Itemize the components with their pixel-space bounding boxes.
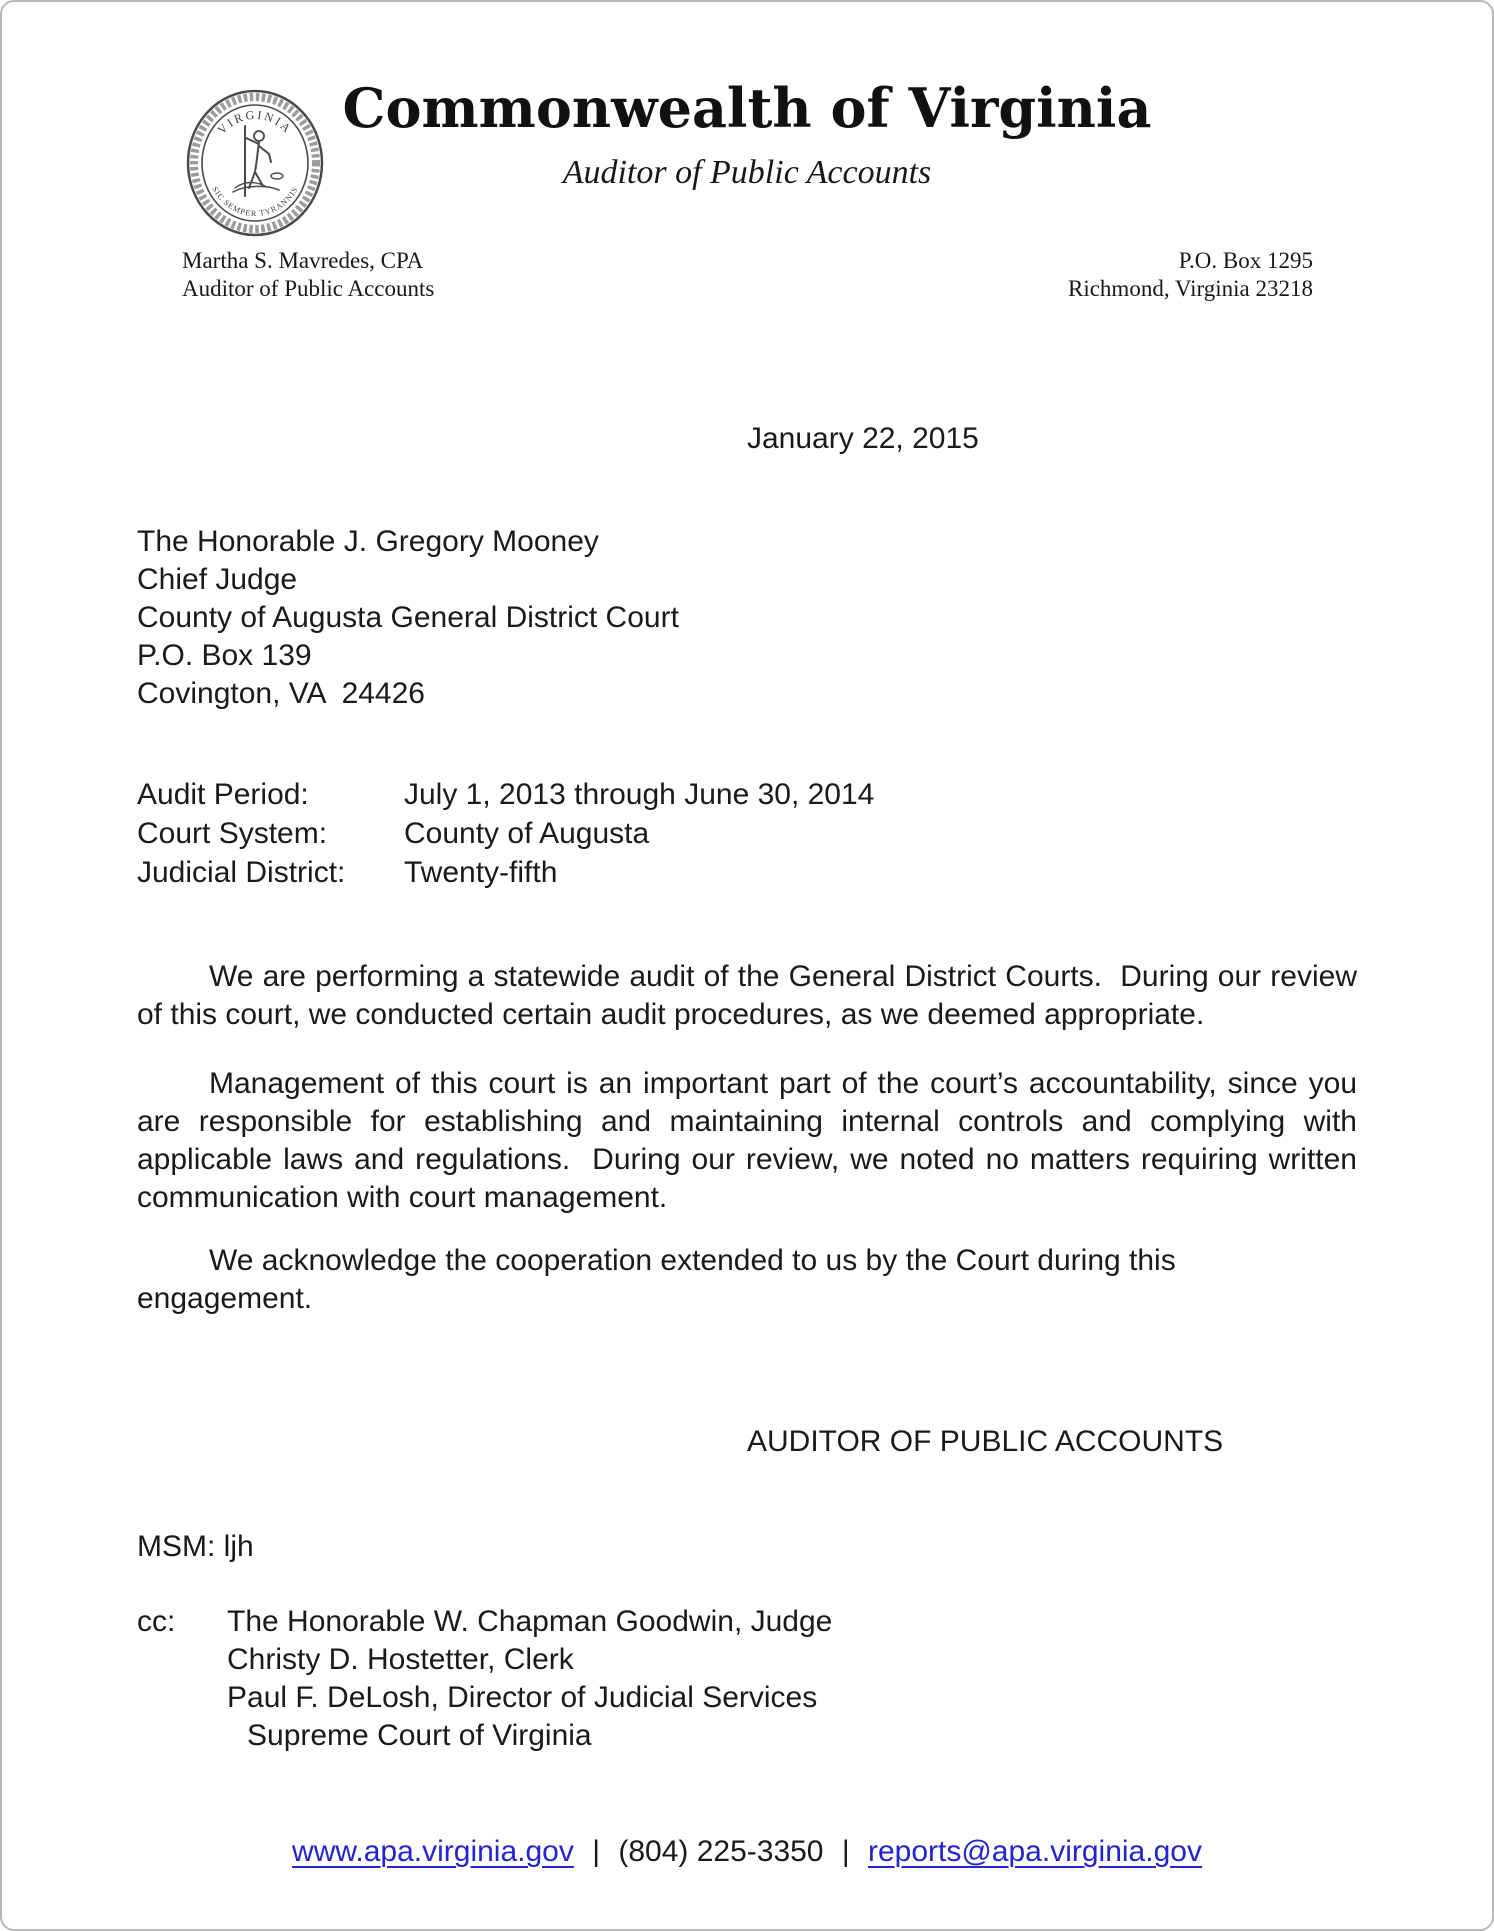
cc-block <box>137 1603 1357 1755</box>
email-link[interactable]: reports@apa.virginia.gov <box>867 1835 1202 1868</box>
letterhead <box>137 60 1357 305</box>
court-system-label: Court System: <box>137 817 328 850</box>
footer-contact-bar <box>137 1833 1357 1871</box>
letterhead-auditor-name-block <box>182 247 434 303</box>
recipient-title: Chief Judge <box>137 563 298 596</box>
cc-clerk: Christy D. Hostetter, Clerk <box>227 1643 574 1676</box>
letterhead-subtitle: Auditor of Public Accounts <box>562 154 932 191</box>
recipient-po-box: P.O. Box 139 <box>137 639 312 672</box>
paragraph-acknowledgement: We acknowledge the cooperation extended to us by the Court during this engagement. <box>137 1244 1185 1315</box>
website-link[interactable]: www.apa.virginia.gov <box>292 1835 574 1868</box>
paragraph-audit-scope: We are performing a statewide audit of the General District Courts. During our review of this court, we conducted certain audit procedures, as we deemed appropriate. <box>137 960 1366 1031</box>
letterhead-address-block <box>1068 247 1313 303</box>
recipient-address <box>137 523 1357 713</box>
footer-separator: | <box>841 1835 850 1868</box>
judicial-district-value: Twenty-fifth <box>404 856 558 889</box>
seal-bottom-text: SIC SEMPER TYRANNIS <box>210 185 300 219</box>
cc-supreme-court: Supreme Court of Virginia <box>247 1719 592 1752</box>
seal-top-text: VIRGINIA <box>214 107 296 137</box>
letter-date: January 22, 2015 <box>747 422 979 455</box>
reference-initials: MSM: ljh <box>137 1530 254 1563</box>
audit-period-value: July 1, 2013 through June 30, 2014 <box>404 778 875 811</box>
recipient-court: County of Augusta General District Court <box>137 601 679 634</box>
paragraph-management-responsibility: Management of this court is an important part of the court’s accountability, since you are responsible for establishing and maintaining internal controls and complying with applicable laws and regulations. During our review, we noted no matters requiring written communication with court management. <box>137 1067 1366 1214</box>
judicial-district-label: Judicial District: <box>137 856 346 889</box>
city-state-zip: Richmond, Virginia 23218 <box>1067 276 1313 301</box>
court-system-value: County of Augusta <box>404 817 650 850</box>
recipient-city: Covington, VA 24426 <box>137 677 425 710</box>
audit-period-label: Audit Period: <box>137 778 309 811</box>
phone-number: (804) 225-3350 <box>618 1835 824 1868</box>
cc-judge: The Honorable W. Chapman Goodwin, Judge <box>227 1605 833 1638</box>
po-box: P.O. Box 1295 <box>1178 248 1313 273</box>
recipient-name: The Honorable J. Gregory Mooney <box>137 525 599 558</box>
signature-org: AUDITOR OF PUBLIC ACCOUNTS <box>747 1425 1224 1458</box>
cc-list <box>227 1603 1357 1755</box>
auditor-name: Martha S. Mavredes, CPA <box>182 248 424 273</box>
cc-director: Paul F. DeLosh, Director of Judicial Services <box>227 1681 818 1714</box>
footer-separator: | <box>592 1835 600 1868</box>
audit-info-block <box>137 775 1357 892</box>
auditor-title: Auditor of Public Accounts <box>182 276 435 301</box>
letterhead-title: Commonwealth of Virginia <box>342 76 1152 140</box>
cc-label: cc: <box>137 1605 176 1638</box>
